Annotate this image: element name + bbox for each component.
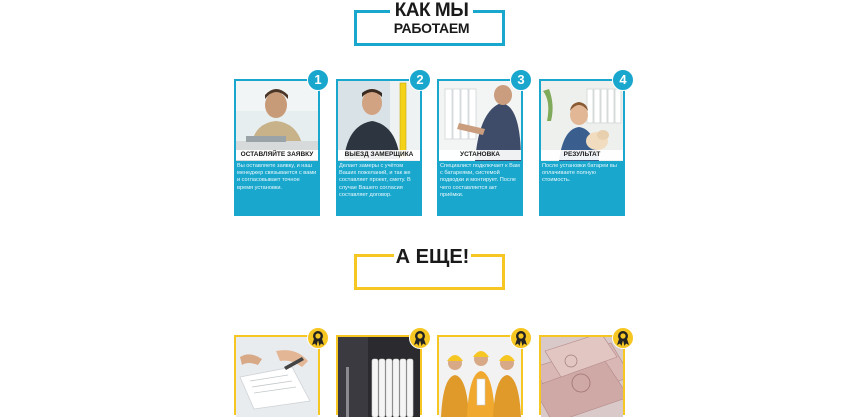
bonus-photo-construction-team: [439, 337, 521, 417]
award-badge-3: [510, 327, 532, 349]
award-badge-1: [307, 327, 329, 349]
bonus-card-money: [539, 335, 625, 415]
step-caption-3: УСТАНОВКА: [439, 150, 521, 160]
how-we-work-title-line2: РАБОТАЕМ: [393, 20, 470, 36]
how-we-work-title: [390, 1, 473, 41]
step-number-badge-1: 1: [307, 69, 329, 91]
award-ribbon-icon: [413, 330, 427, 346]
award-ribbon-icon: [616, 330, 630, 346]
step-card-1: [234, 79, 320, 216]
step-number-badge-4: 4: [612, 69, 634, 91]
step-description-4: После установки батареи вы оплачиваете полную стоимость.: [542, 163, 617, 184]
step-photo-installation: [439, 81, 521, 161]
award-ribbon-icon: [311, 330, 325, 346]
bonus-card-radiator: [336, 335, 422, 415]
step-card-3: [437, 79, 523, 216]
step-photo-child-with-puppy: [541, 81, 623, 161]
step-photo-measurer: [338, 81, 420, 161]
and-more-frame: [354, 246, 505, 290]
bonus-card-contract: [234, 335, 320, 415]
award-badge-2: [409, 327, 431, 349]
award-ribbon-icon: [514, 330, 528, 346]
bonus-photo-white-radiator: [338, 337, 420, 417]
step-description-3: Специалист подключает к Вам с батареями, системой подводки и монтирует. После чего составляется акт приёмки.: [440, 163, 520, 198]
step-photo-man-at-laptop: [236, 81, 318, 161]
step-number-badge-3: 3: [510, 69, 532, 91]
how-we-work-frame: [354, 0, 505, 46]
bonus-card-workers: [437, 335, 523, 415]
step-caption-1: ОСТАВЛЯЙТЕ ЗАЯВКУ: [236, 150, 318, 160]
step-description-1: Вы оставляете заявку, и наш менеджер связывается с вами и согласовывает точное время установки.: [237, 163, 317, 191]
step-card-2: [336, 79, 422, 216]
and-more-title: А ЕЩЕ!: [395, 246, 470, 268]
step-card-4: [539, 79, 625, 216]
bonus-photo-banknotes: [541, 337, 623, 417]
award-badge-4: [612, 327, 634, 349]
step-caption-2: ВЫЕЗД ЗАМЕРЩИКА: [338, 150, 420, 160]
bonus-photo-signing-contract: [236, 337, 318, 417]
step-description-2: Делает замеры с учётом Ваших пожеланий, и так же составляет проект, смету. В случае Вашего согласия составляет договор.: [339, 163, 411, 198]
step-caption-4: РЕЗУЛЬТАТ: [541, 150, 623, 160]
step-number-badge-2: 2: [409, 69, 431, 91]
how-we-work-title-line1: КАК МЫ: [394, 0, 469, 21]
